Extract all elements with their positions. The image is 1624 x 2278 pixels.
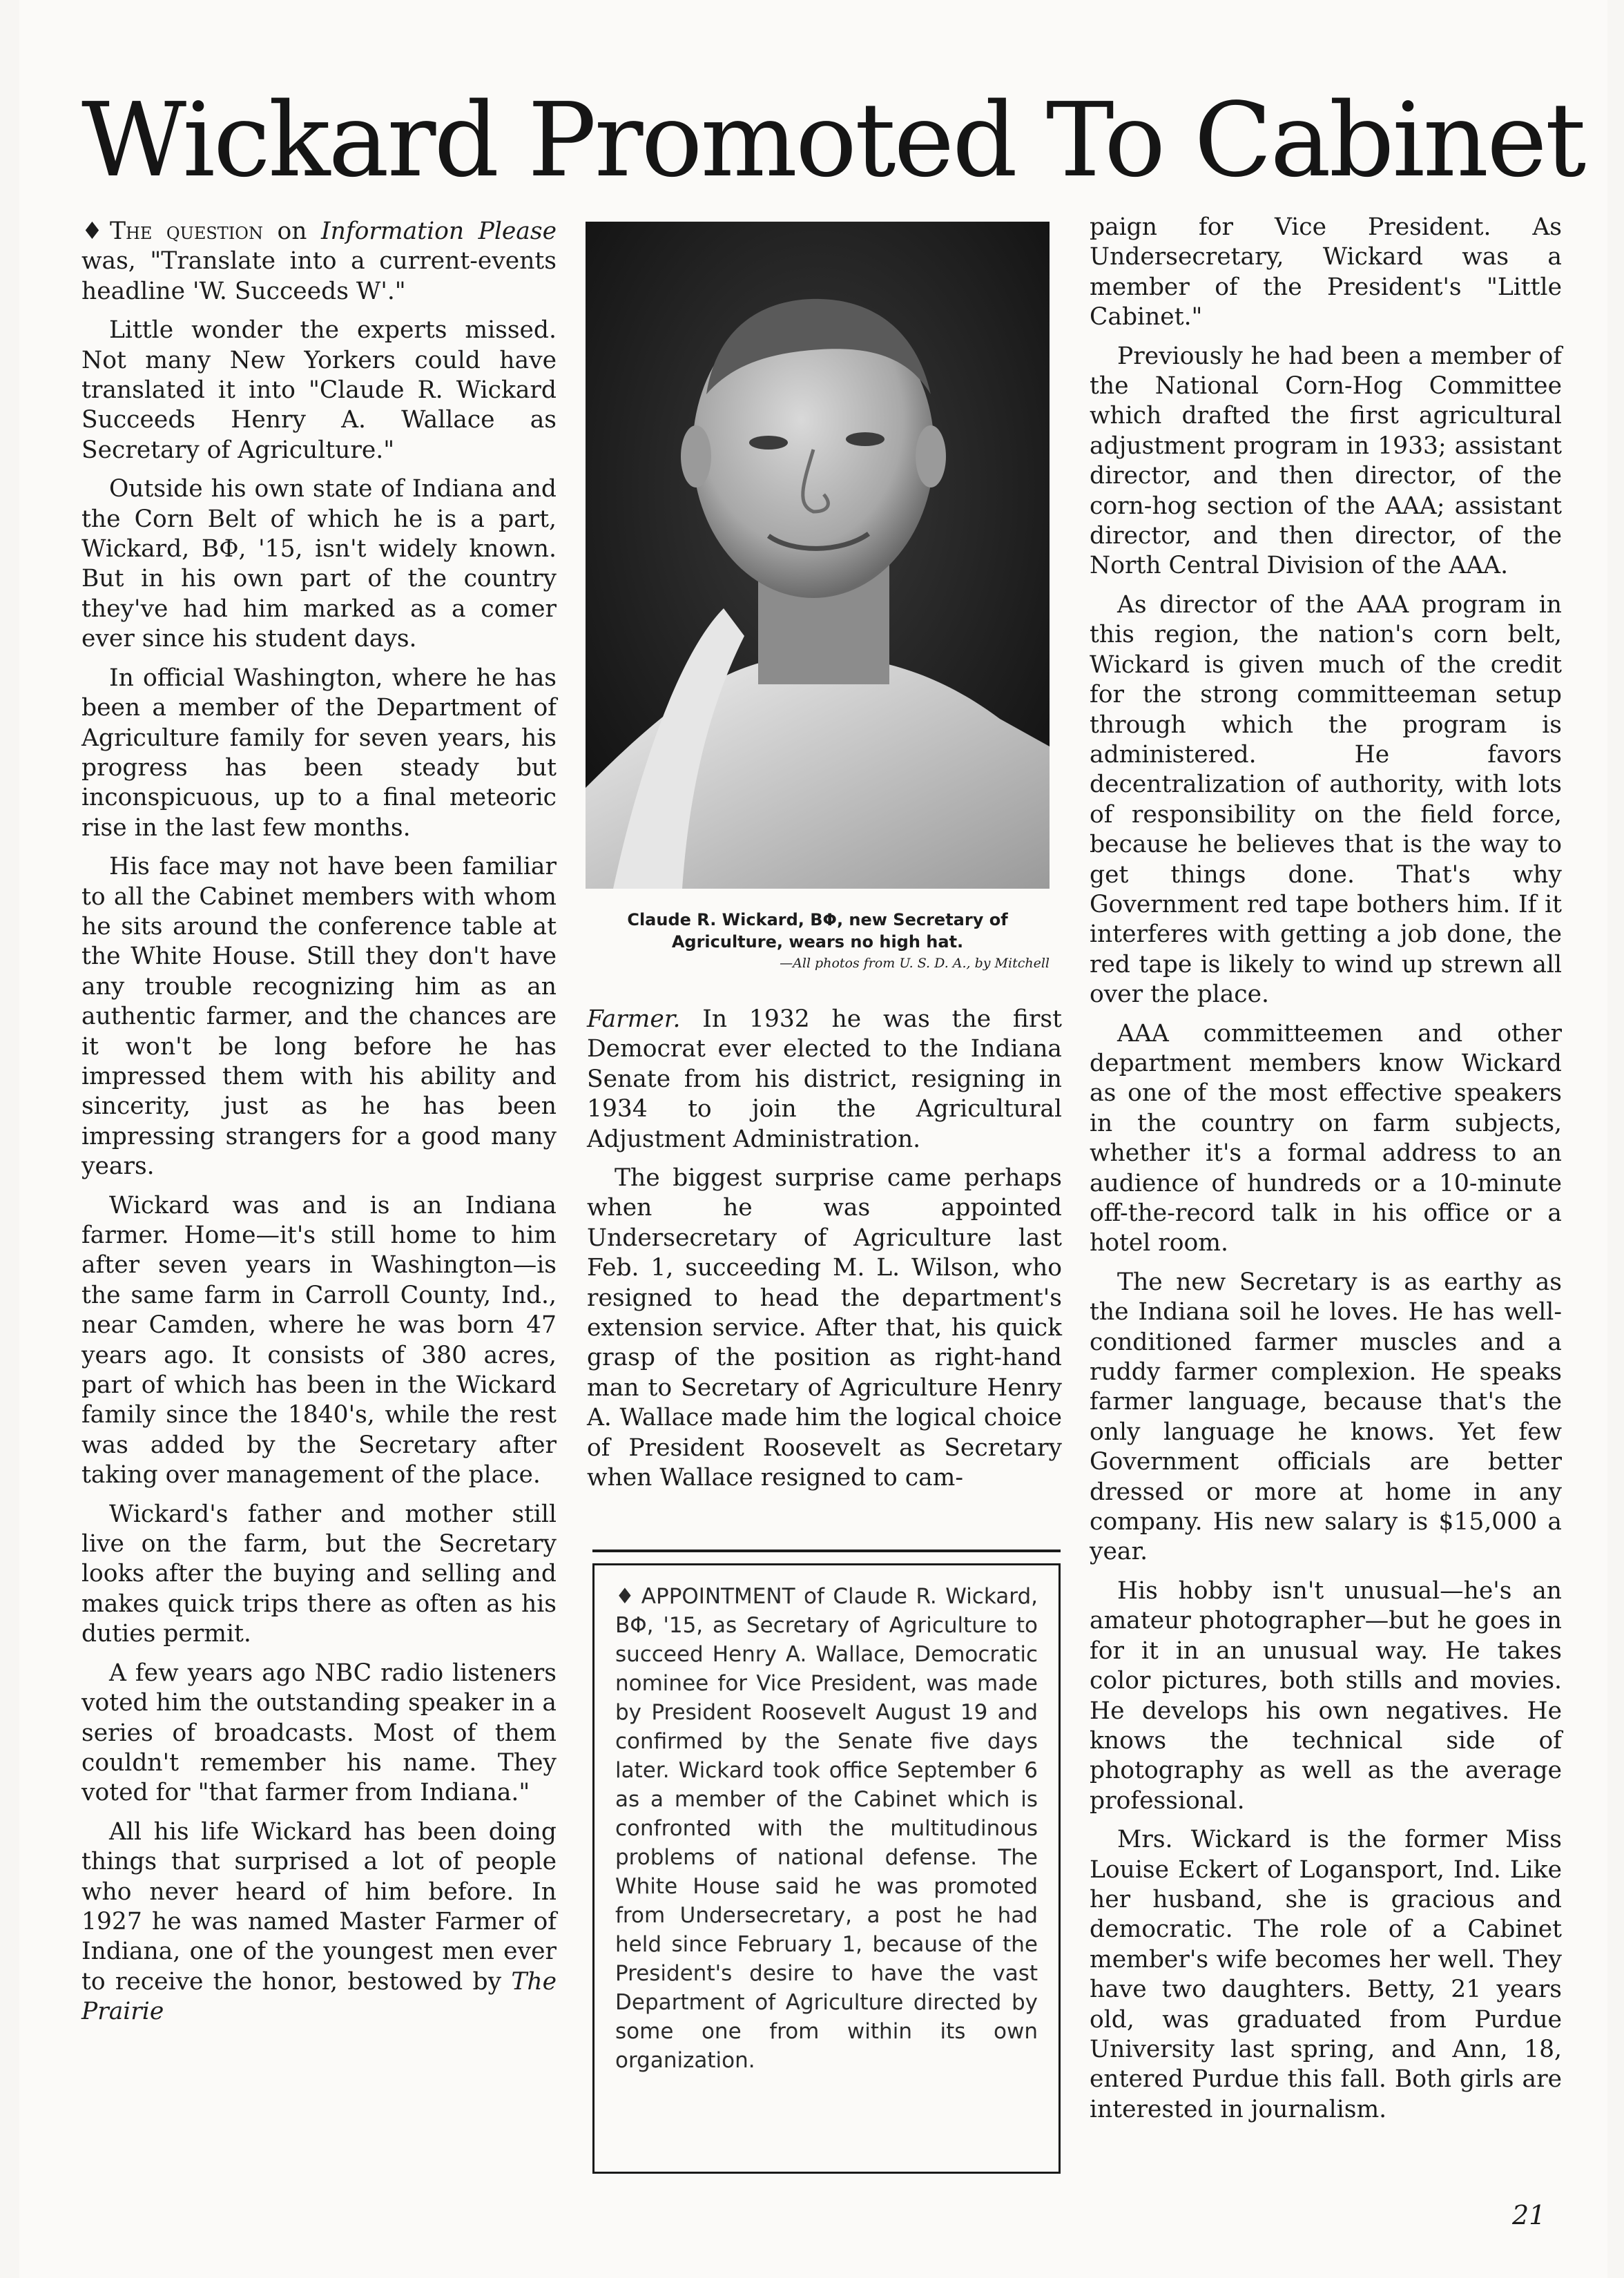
paragraph: Previously he had been a member of the National Corn-Hog Committee which drafted the first agricultural adjustment program in 1933; assistant director, and then director, of the corn-hog section of the AAA; assistant director, and then director, of the North Central Division of the AAA. (1090, 342, 1562, 580)
paragraph: His hobby isn't unusual—he's an amateur photographer—but he goes in for it in an unusual way. He takes color pictures, both stills and movies. He develops his own negatives. He knows the technical side of photography as well as the average professional. (1090, 1576, 1562, 1815)
paragraph: As director of the AAA program in this region, the nation's corn belt, Wickard is given much of the credit for the strong committeeman setup through which the program is administered. He favors decentralization of authority, with lots of responsibility on the field force, because he believes that is the way to get things done. That's why Government red tape bothers him. If it interferes with getting a job done, the red tape is likely to wind up strewn all over the place. (1090, 590, 1562, 1009)
paragraph: Little wonder the experts missed. Not many New Yorkers could have translated it into "Claude R. Wickard Succeeds Henry A. Wallace as Secretary of Agriculture." (81, 316, 557, 464)
paragraph: Mrs. Wickard is the former Miss Louise Eckert of Logansport, Ind. Like her husband, she is gracious and democratic. The role of a Cabinet member's wife becomes her well. They have two daughters. Betty, 21 years old, was graduated from Purdue University last spring, and Ann, 18, entered Purdue this fall. Both girls are interested in journalism. (1090, 1826, 1562, 2123)
last-para-italic: The Prairie (81, 1967, 557, 2026)
paragraph: His face may not have been familiar to all the Cabinet members with whom he sits around the conference table at the White House. Still they don't have any trouble recognizing him as an authentic farmer, and the chances are it won't be long before he has impressed them with his ability and sincerity, just as he has been impressing strangers for a good many years. (81, 853, 557, 1181)
continued-text: In 1932 he was the first Democrat ever elected to the Indiana Senate from his district, resigning in 1934 to join the Agricultural Adjustment Administration. (587, 1005, 1062, 1153)
paragraph: Outside his own state of Indiana and the Corn Belt of which he is a part, Wickard, ΒΦ, '15, isn't widely known. But in his own part of the country they've had him marked as a comer ever since his student days. (81, 475, 557, 653)
paragraph: AAA committeemen and other department members know Wickard as one of the most effective speakers in the country on farm subjects, whether it's a formal address to an audience of hundreds or a 10-minute off-the-record talk in his office or a hotel room. (1090, 1019, 1562, 1257)
lead-paragraph (81, 217, 557, 307)
article-column-1 (81, 217, 557, 2027)
paragraph-continued: paign for Vice President. As Undersecretary, Wickard was a member of the President's "Little Cabinet." (1090, 213, 1562, 331)
diamond-bullet-icon: ♦ (81, 218, 103, 245)
photo-credit: —All photos from U. S. D. A., by Mitchell (780, 956, 1050, 971)
sidebar-text: APPOINTMENT of Claude R. Wickard, ΒΦ, '15, as Secretary of Agriculture to succeed Henry A. Wallace, Democratic nominee for Vice President, was made by President Roosevelt August 19 and confirmed by the Senate five days later. Wickard took office September 6 as a member of the Cabinet which is confronted with the multitudinous problems of national defense. The White House said he was promoted from Undersecretary, a post he had held since February 1, because of the President's desire to have the vast Department of Agriculture directed by some one from within its own organization. (615, 1584, 1038, 2073)
last-para-text: All his life Wickard has been doing things that surprised a lot of people who never heard of him before. In 1927 he was named Master Farmer of Indiana, one of the youngest men ever to receive the honor, bestowed by (81, 1817, 557, 1996)
paragraph: In official Washington, where he has been a member of the Department of Agriculture family for seven years, his progress has been steady but inconspicuous, up to a final meteoric rise in the last few months. (81, 664, 557, 842)
paragraph-continued (587, 1005, 1062, 1155)
article-column-3 (1090, 213, 1562, 2125)
lead-rest: was, "Translate into a current-events headline 'W. Succeeds W'." (81, 247, 557, 305)
lead-italic: Information Please (321, 218, 557, 245)
page-number: 21 (1512, 2200, 1546, 2230)
diamond-bullet-icon: ♦ (615, 1584, 635, 1609)
page-title: Wickard Promoted To Cabinet (81, 81, 1585, 200)
portrait-photo (586, 222, 1050, 889)
sidebar-top-rule (592, 1550, 1061, 1552)
appointment-sidebar (592, 1563, 1061, 2174)
portrait-image (586, 222, 1050, 889)
paragraph: Wickard was and is an Indiana farmer. Home—it's still home to him after seven years in Washington—is the same farm in Carroll County, Ind., near Camden, where he was born 47 years ago. It consists of 380 acres, part of which has been in the Wickard family since the 1840's, while the rest was added by the Secretary after taking over management of the place. (81, 1191, 557, 1489)
lead-smallcaps: The question (109, 218, 263, 245)
paragraph: A few years ago NBC radio listeners voted him the outstanding speaker in a series of broadcasts. Most of them couldn't remember his name. They voted for "that farmer from Indiana." (81, 1659, 557, 1807)
paragraph: The biggest surprise came perhaps when he was appointed Undersecretary of Agriculture last Feb. 1, succeeding M. L. Wilson, who resigned to head the department's extension service. After that, his quick grasp of the position as right-hand man to Secretary of Agriculture Henry A. Wallace made him the logical choice of President Roosevelt as Secretary when Wallace resigned to cam- (587, 1164, 1062, 1492)
paragraph: The new Secretary is as earthy as the Indiana soil he loves. He has well-conditioned farmer muscles and a ruddy farmer complexion. He speaks farmer language, because that's the only language he knows. Yet few Government officials are better dressed or more at home in any company. His new salary is $15,000 a year. (1090, 1268, 1562, 1566)
paragraph: Wickard's father and mother still live on the farm, but the Secretary looks after the buying and selling and makes quick trips there as often as his duties permit. (81, 1500, 557, 1648)
article-column-2 (587, 1005, 1062, 1494)
lead-mid: on (262, 218, 322, 245)
photo-caption: Claude R. Wickard, ΒΦ, new Secretary of Agriculture, wears no high hat. (627, 910, 1008, 952)
continued-italic: Farmer. (587, 1005, 681, 1033)
paragraph-last (81, 1817, 557, 2027)
